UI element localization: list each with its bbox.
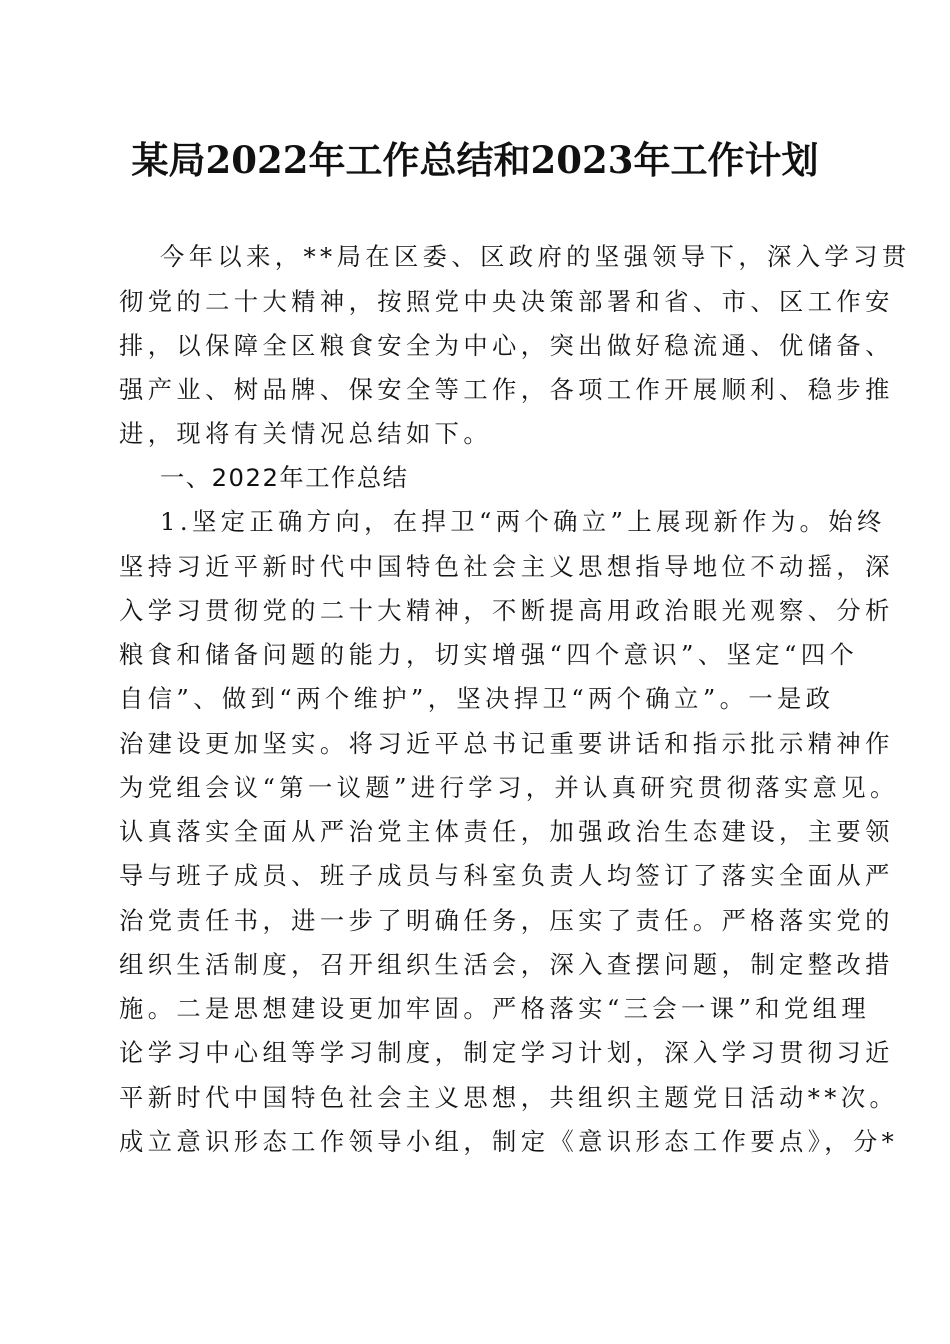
section-line: 施。二是思想建设更加牢固。严格落实“三会一课”和党组理 (119, 994, 871, 1023)
section-line: 平新时代中国特色社会主义思想，共组织主题党日活动**次。 (119, 1083, 899, 1112)
section-line: 成立意识形态工作领导小组，制定《意识形态工作要点》，分* (119, 1127, 899, 1156)
section-line: 组织生活制度，召开组织生活会，深入查摆问题，制定整改措 (119, 950, 894, 979)
section-line: 坚持习近平新时代中国特色社会主义思想指导地位不动摇，深 (119, 552, 894, 581)
section-line: 论学习中心组等学习制度，制定学习计划，深入学习贯彻习近 (119, 1038, 894, 1067)
section-heading: 一、2022年工作总结 (160, 463, 409, 492)
document-title: 某局2022年工作总结和2023年工作计划 (131, 138, 819, 182)
intro-line: 排，以保障全区粮食安全为中心，突出做好稳流通、优储备、 (119, 331, 894, 360)
intro-line: 强产业、树品牌、保安全等工作，各项工作开展顺利、稳步推 (119, 375, 894, 404)
section-line: 治党责任书，进一步了明确任务，压实了责任。严格落实党的 (119, 906, 894, 935)
section-line: 入学习贯彻党的二十大精神，不断提高用政治眼光观察、分析 (119, 596, 894, 625)
section-line: 导与班子成员、班子成员与科室负责人均签订了落实全面从严 (119, 861, 894, 890)
section-line: 粮食和储备问题的能力，切实增强“四个意识”、坚定“四个 (119, 640, 859, 669)
section-line: 为党组会议“第一议题”进行学习，并认真研究贯彻落实意见。 (119, 773, 899, 802)
intro-line: 进，现将有关情况总结如下。 (119, 419, 493, 448)
section-line: 治建设更加坚实。将习近平总书记重要讲话和指示批示精神作 (119, 729, 894, 758)
section-line: 1.坚定正确方向，在捍卫“两个确立”上展现新作为。始终 (160, 507, 886, 536)
intro-line: 今年以来，**局在区委、区政府的坚强领导下，深入学习贯 (160, 242, 911, 271)
intro-line: 彻党的二十大精神，按照党中央决策部署和省、市、区工作安 (119, 287, 894, 316)
section-line: 自信”、做到“两个维护”，坚决捍卫“两个确立”。一是政 (119, 684, 835, 713)
section-line: 认真落实全面从严治党主体责任，加强政治生态建设，主要领 (119, 817, 894, 846)
